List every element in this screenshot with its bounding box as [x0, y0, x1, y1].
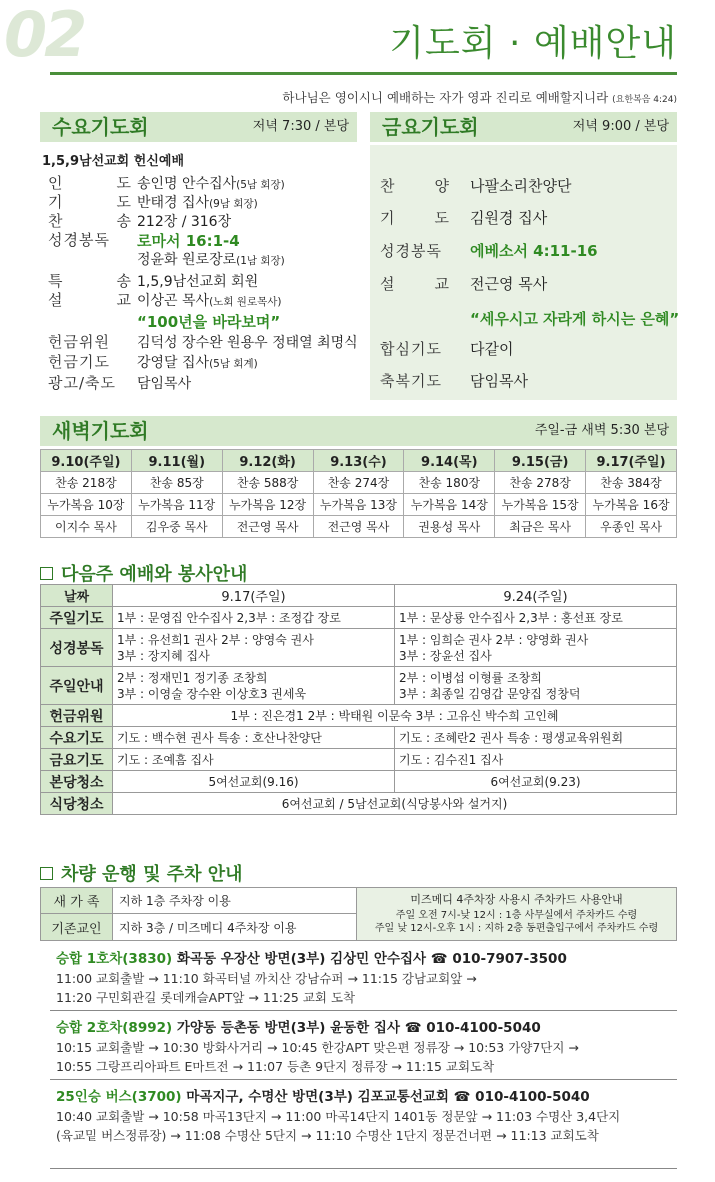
service-cell-span: 1부 : 진은경1 2부 : 박태원 이문숙 3부 : 고유신 박수희 고인혜	[113, 705, 677, 727]
wednesday-item-note: (5남 회장)	[236, 179, 285, 191]
service-cell-line: 1부 : 유선희1 권사 2부 : 양영숙 권사	[117, 632, 314, 647]
date-cell: 9.24(주일)	[395, 585, 677, 607]
service-cell	[395, 749, 677, 771]
page-number: 02	[4, 0, 85, 71]
dawn-row	[41, 472, 677, 494]
service-cell-line: 1부 : 문상룡 안수집사 2,3부 : 홍선표 장로	[399, 610, 623, 625]
wednesday-item-note: (5남 회계)	[209, 358, 258, 370]
dawn-reading-cell: 누가복음 15장	[495, 494, 586, 516]
dawn-reading-cell: 누가복음 16장	[586, 494, 677, 516]
bus-route-block	[50, 1085, 677, 1169]
wednesday-item-note: (1남 회장)	[236, 255, 285, 267]
wednesday-item-text: 이상곤 목사	[137, 293, 210, 309]
service-row	[41, 771, 677, 793]
dawn-preacher-cell: 이지수 목사	[41, 516, 132, 538]
dawn-preacher-cell: 전근영 목사	[222, 516, 313, 538]
wednesday-item-label: 설 교	[48, 291, 132, 309]
friday-item-label: 합심기도	[380, 340, 442, 358]
friday-item-value: 나팔소리찬양단	[470, 177, 572, 195]
service-row	[41, 749, 677, 771]
bus-route-block	[50, 947, 677, 1011]
wednesday-item-label: 인 도	[48, 174, 132, 192]
wednesday-item-value	[137, 332, 358, 352]
wednesday-item-label: 헌금위원	[48, 333, 110, 351]
dawn-preacher-cell: 김우중 목사	[131, 516, 222, 538]
service-row-label: 헌금위원	[41, 705, 113, 727]
service-row	[41, 705, 677, 727]
wednesday-item-text: 담임목사	[137, 376, 192, 392]
phone-number: ☎ 010-4100-5040	[453, 1089, 590, 1105]
phone-number: ☎ 010-7907-3500	[430, 951, 567, 967]
title-divider	[50, 72, 677, 75]
service-cell	[395, 667, 677, 705]
service-cell	[113, 667, 395, 705]
bus-driver: 김포교통선교회	[357, 1089, 449, 1105]
parking-row-value: 지하 1층 주차장 이용	[113, 888, 357, 914]
parking-heading: 차량 운행 및 주차 안내	[40, 860, 243, 886]
friday-item-label: 축복기도	[380, 372, 442, 390]
service-cell-line: 3부 : 이영술 장수완 이상호3 권세욱	[117, 686, 307, 701]
service-row	[41, 727, 677, 749]
service-row-label: 본당청소	[41, 771, 113, 793]
phone-number: ☎ 010-4100-5040	[404, 1020, 541, 1036]
friday-item-label: 기 도	[380, 209, 450, 227]
dawn-reading-cell: 누가복음 12장	[222, 494, 313, 516]
dawn-day-cell: 9.17(주일)	[586, 450, 677, 472]
friday-item-value: 담임목사	[470, 372, 528, 390]
wednesday-item-value	[137, 290, 281, 310]
service-cell: 6여선교회(9.23)	[395, 771, 677, 793]
bus-driver: 김상민 안수집사	[330, 951, 427, 967]
dawn-reading-cell: 누가복음 14장	[404, 494, 495, 516]
friday-item-value: 김원경 집사	[470, 209, 548, 227]
bus-stop-line: 11:20 구민회관길 롯데캐슬APT앞 → 11:25 교회 도착	[56, 990, 356, 1005]
dawn-hymn-cell: 찬송 278장	[495, 472, 586, 494]
dawn-preacher-cell: 최금은 목사	[495, 516, 586, 538]
service-cell	[113, 727, 395, 749]
dawn-hymn-cell: 찬송 384장	[586, 472, 677, 494]
dawn-preacher-cell: 우종인 목사	[586, 516, 677, 538]
parking-card-note: 미즈메디 4주차장 사용시 주차카드 사용안내 주일 오전 7시-낮 12시 : 1층 사무실에서 주차카드 수령 주일 낮 12시-오후 1시 : 지하 2층 동편출입구에서 주차카드 수령	[357, 888, 677, 941]
service-cell-line: 2부 : 정재민1 정기종 조창희	[117, 670, 268, 685]
next-week-heading: 다음주 예배와 봉사안내	[40, 560, 247, 586]
bus-vehicle-name: 승합 1호차(3830)	[56, 951, 173, 967]
wednesday-item-text: “100년을 바라보며”	[137, 313, 281, 331]
dawn-reading-cell: 누가복음 10장	[41, 494, 132, 516]
friday-heading: 금요기도회	[382, 115, 479, 139]
wednesday-item-value	[137, 373, 191, 393]
dawn-day-cell: 9.11(월)	[131, 450, 222, 472]
bus-driver: 윤동한 집사	[330, 1020, 400, 1036]
wednesday-item-value	[137, 271, 258, 291]
bus-route-block	[50, 1016, 677, 1080]
wednesday-item-text: 반태경 집사	[137, 195, 210, 211]
service-row	[41, 629, 677, 667]
wednesday-item-note: (노회 원로목사)	[209, 296, 282, 308]
bus-route-name: 화곡동 우장산 방면(3부)	[176, 951, 326, 967]
wednesday-item-value	[137, 311, 280, 332]
parking-table	[40, 887, 677, 941]
dawn-day-cell: 9.15(금)	[495, 450, 586, 472]
service-cell-line: 1부 : 문영집 안수집사 2,3부 : 조정갑 장로	[117, 610, 341, 625]
wednesday-item-value	[137, 173, 285, 193]
service-row-label: 수요기도	[41, 727, 113, 749]
wednesday-time: 저녁 7:30 / 본당	[252, 119, 349, 134]
wednesday-header	[40, 112, 357, 142]
service-cell	[113, 607, 395, 629]
checkbox-square-icon	[40, 867, 53, 880]
dawn-heading: 새벽기도회	[52, 419, 149, 443]
wednesday-item-label: 헌금기도	[48, 353, 110, 371]
service-cell-line: 2부 : 이병섭 이형률 조창희	[399, 670, 542, 685]
bus-stop-line: 11:00 교회출발 → 11:10 화곡터널 까치산 강남슈퍼 → 11:15 강남교회앞 →	[56, 971, 477, 986]
wednesday-item-text: 강영달 집사	[137, 355, 210, 371]
wednesday-item-value	[137, 211, 231, 231]
friday-item-value: 에베소서 4:11-16	[470, 242, 598, 260]
service-cell	[113, 629, 395, 667]
parking-row-value: 지하 3층 / 미즈메디 4주차장 이용	[113, 914, 357, 941]
dawn-reading-cell: 누가복음 11장	[131, 494, 222, 516]
friday-item-label: 성경봉독	[380, 242, 442, 260]
service-row	[41, 793, 677, 815]
service-cell-line: 3부 : 장윤선 집사	[399, 648, 492, 663]
dawn-hymn-cell: 찬송 85장	[131, 472, 222, 494]
dawn-row	[41, 450, 677, 472]
service-row-label: 식당청소	[41, 793, 113, 815]
service-cell-line: 기도 : 조혜란2 권사 특송 : 평생교육위원회	[399, 730, 624, 745]
bus-vehicle-name: 25인승 버스(3700)	[56, 1089, 182, 1105]
service-cell-line: 3부 : 장지혜 집사	[117, 648, 210, 663]
wednesday-item-label: 광고/축도	[48, 374, 117, 392]
dawn-preacher-cell: 전근영 목사	[313, 516, 404, 538]
parking-row-label: 기존교인	[41, 914, 113, 941]
service-header-row	[41, 585, 677, 607]
wednesday-item-value	[137, 230, 240, 251]
dawn-header	[40, 416, 677, 446]
bus-route-name: 마곡지구, 수명산 방면(3부)	[186, 1089, 353, 1105]
dawn-row	[41, 516, 677, 538]
wednesday-item-label: 기 도	[48, 193, 132, 211]
dawn-hymn-cell: 찬송 588장	[222, 472, 313, 494]
bus-route-header	[56, 1085, 677, 1105]
friday-item-label: 설 교	[380, 275, 450, 293]
service-cell-span: 6여선교회 / 5남선교회(식당봉사와 설거지)	[113, 793, 677, 815]
bus-stop-line: (육교밑 버스정류장) → 11:08 수명산 5단지 → 11:10 수명산 1단지 정문건너편 → 11:13 교회도착	[56, 1128, 599, 1143]
friday-item-value: 전근영 목사	[470, 275, 548, 293]
service-cell: 5여선교회(9.16)	[113, 771, 395, 793]
scripture-verse: 하나님은 영이시니 예배하는 자가 영과 진리로 예배할지니라 (요한복음 4:24)	[282, 90, 677, 105]
service-cell-line: 1부 : 임희순 권사 2부 : 양영화 권사	[399, 632, 589, 647]
wednesday-item-label: 성경봉독	[48, 231, 110, 249]
friday-header	[370, 112, 677, 142]
bus-vehicle-name: 승합 2호차(8992)	[56, 1020, 173, 1036]
wednesday-item-note: (9남 회장)	[209, 198, 258, 210]
dawn-day-cell: 9.12(화)	[222, 450, 313, 472]
dawn-hymn-cell: 찬송 180장	[404, 472, 495, 494]
page-title: 기도회 · 예배안내	[389, 23, 677, 64]
wednesday-item-text: 1,5,9남선교회 회원	[137, 274, 259, 290]
dawn-table	[40, 449, 677, 538]
dawn-day-cell: 9.14(목)	[404, 450, 495, 472]
service-row-label: 주일안내	[41, 667, 113, 705]
service-cell-line: 기도 : 김수진1 집사	[399, 752, 504, 767]
wednesday-subtitle: 1,5,9남선교회 헌신예배	[42, 154, 185, 169]
service-row	[41, 607, 677, 629]
dawn-day-cell: 9.10(주일)	[41, 450, 132, 472]
bus-stop-line: 10:55 그랑프리아파트 E마트전 → 11:07 등촌 9단지 정류장 → 11:15 교회도착	[56, 1059, 495, 1074]
wednesday-item-text: 김덕성 장수완 원용우 정태열 최명식	[137, 335, 358, 351]
bus-route-header	[56, 1016, 677, 1036]
wednesday-item-value	[137, 352, 258, 372]
friday-time: 저녁 9:00 / 본당	[572, 119, 669, 134]
service-cell-line: 기도 : 백수현 권사 특송 : 호산나찬양단	[117, 730, 322, 745]
service-row	[41, 667, 677, 705]
wednesday-item-text: 212장 / 316장	[137, 214, 232, 230]
dawn-time: 주일-금 새벽 5:30 본당	[534, 423, 669, 438]
bus-stop-line: 10:15 교회출발 → 10:30 방화사거리 → 10:45 한강APT 맞은편 정류장 → 10:53 가양7단지 →	[56, 1040, 579, 1055]
dawn-preacher-cell: 권용성 목사	[404, 516, 495, 538]
bus-route-name: 가양동 등촌동 방면(3부)	[176, 1020, 326, 1036]
service-cell	[395, 629, 677, 667]
wednesday-item-value	[137, 192, 258, 212]
service-cell	[395, 727, 677, 749]
service-row-label: 금요기도	[41, 749, 113, 771]
date-column-label: 날짜	[41, 585, 113, 607]
service-cell	[395, 607, 677, 629]
service-cell	[113, 749, 395, 771]
dawn-hymn-cell: 찬송 274장	[313, 472, 404, 494]
wednesday-item-text: 송인명 안수집사	[137, 176, 237, 192]
bus-stop-line: 10:40 교회출발 → 10:58 마곡13단지 → 11:00 마곡14단지 1401동 정문앞 → 11:03 수명산 3,4단지	[56, 1109, 621, 1124]
service-cell-line: 기도 : 조예흠 집사	[117, 752, 214, 767]
friday-item-value: “세우시고 자라게 하시는 은혜”	[470, 310, 680, 328]
wednesday-item-text: 로마서 16:1-4	[137, 232, 240, 250]
friday-item-label: 찬 양	[380, 177, 450, 195]
service-row-label: 성경봉독	[41, 629, 113, 667]
wednesday-item-label: 특 송	[48, 272, 132, 290]
checkbox-square-icon	[40, 567, 53, 580]
wednesday-item-label: 찬 송	[48, 212, 132, 230]
bus-route-header	[56, 947, 677, 967]
service-cell-line: 3부 : 최종일 김영갑 문양집 정창덕	[399, 686, 581, 701]
service-row-label: 주일기도	[41, 607, 113, 629]
wednesday-item-value	[137, 249, 285, 269]
service-table	[40, 584, 677, 815]
wednesday-item-text: 정윤화 원로장로	[137, 252, 237, 268]
dawn-hymn-cell: 찬송 218장	[41, 472, 132, 494]
dawn-reading-cell: 누가복음 13장	[313, 494, 404, 516]
dawn-row	[41, 494, 677, 516]
date-cell: 9.17(주일)	[113, 585, 395, 607]
friday-item-value: 다같이	[470, 340, 514, 358]
parking-row-label: 새 가 족	[41, 888, 113, 914]
dawn-day-cell: 9.13(수)	[313, 450, 404, 472]
wednesday-heading: 수요기도회	[52, 115, 149, 139]
